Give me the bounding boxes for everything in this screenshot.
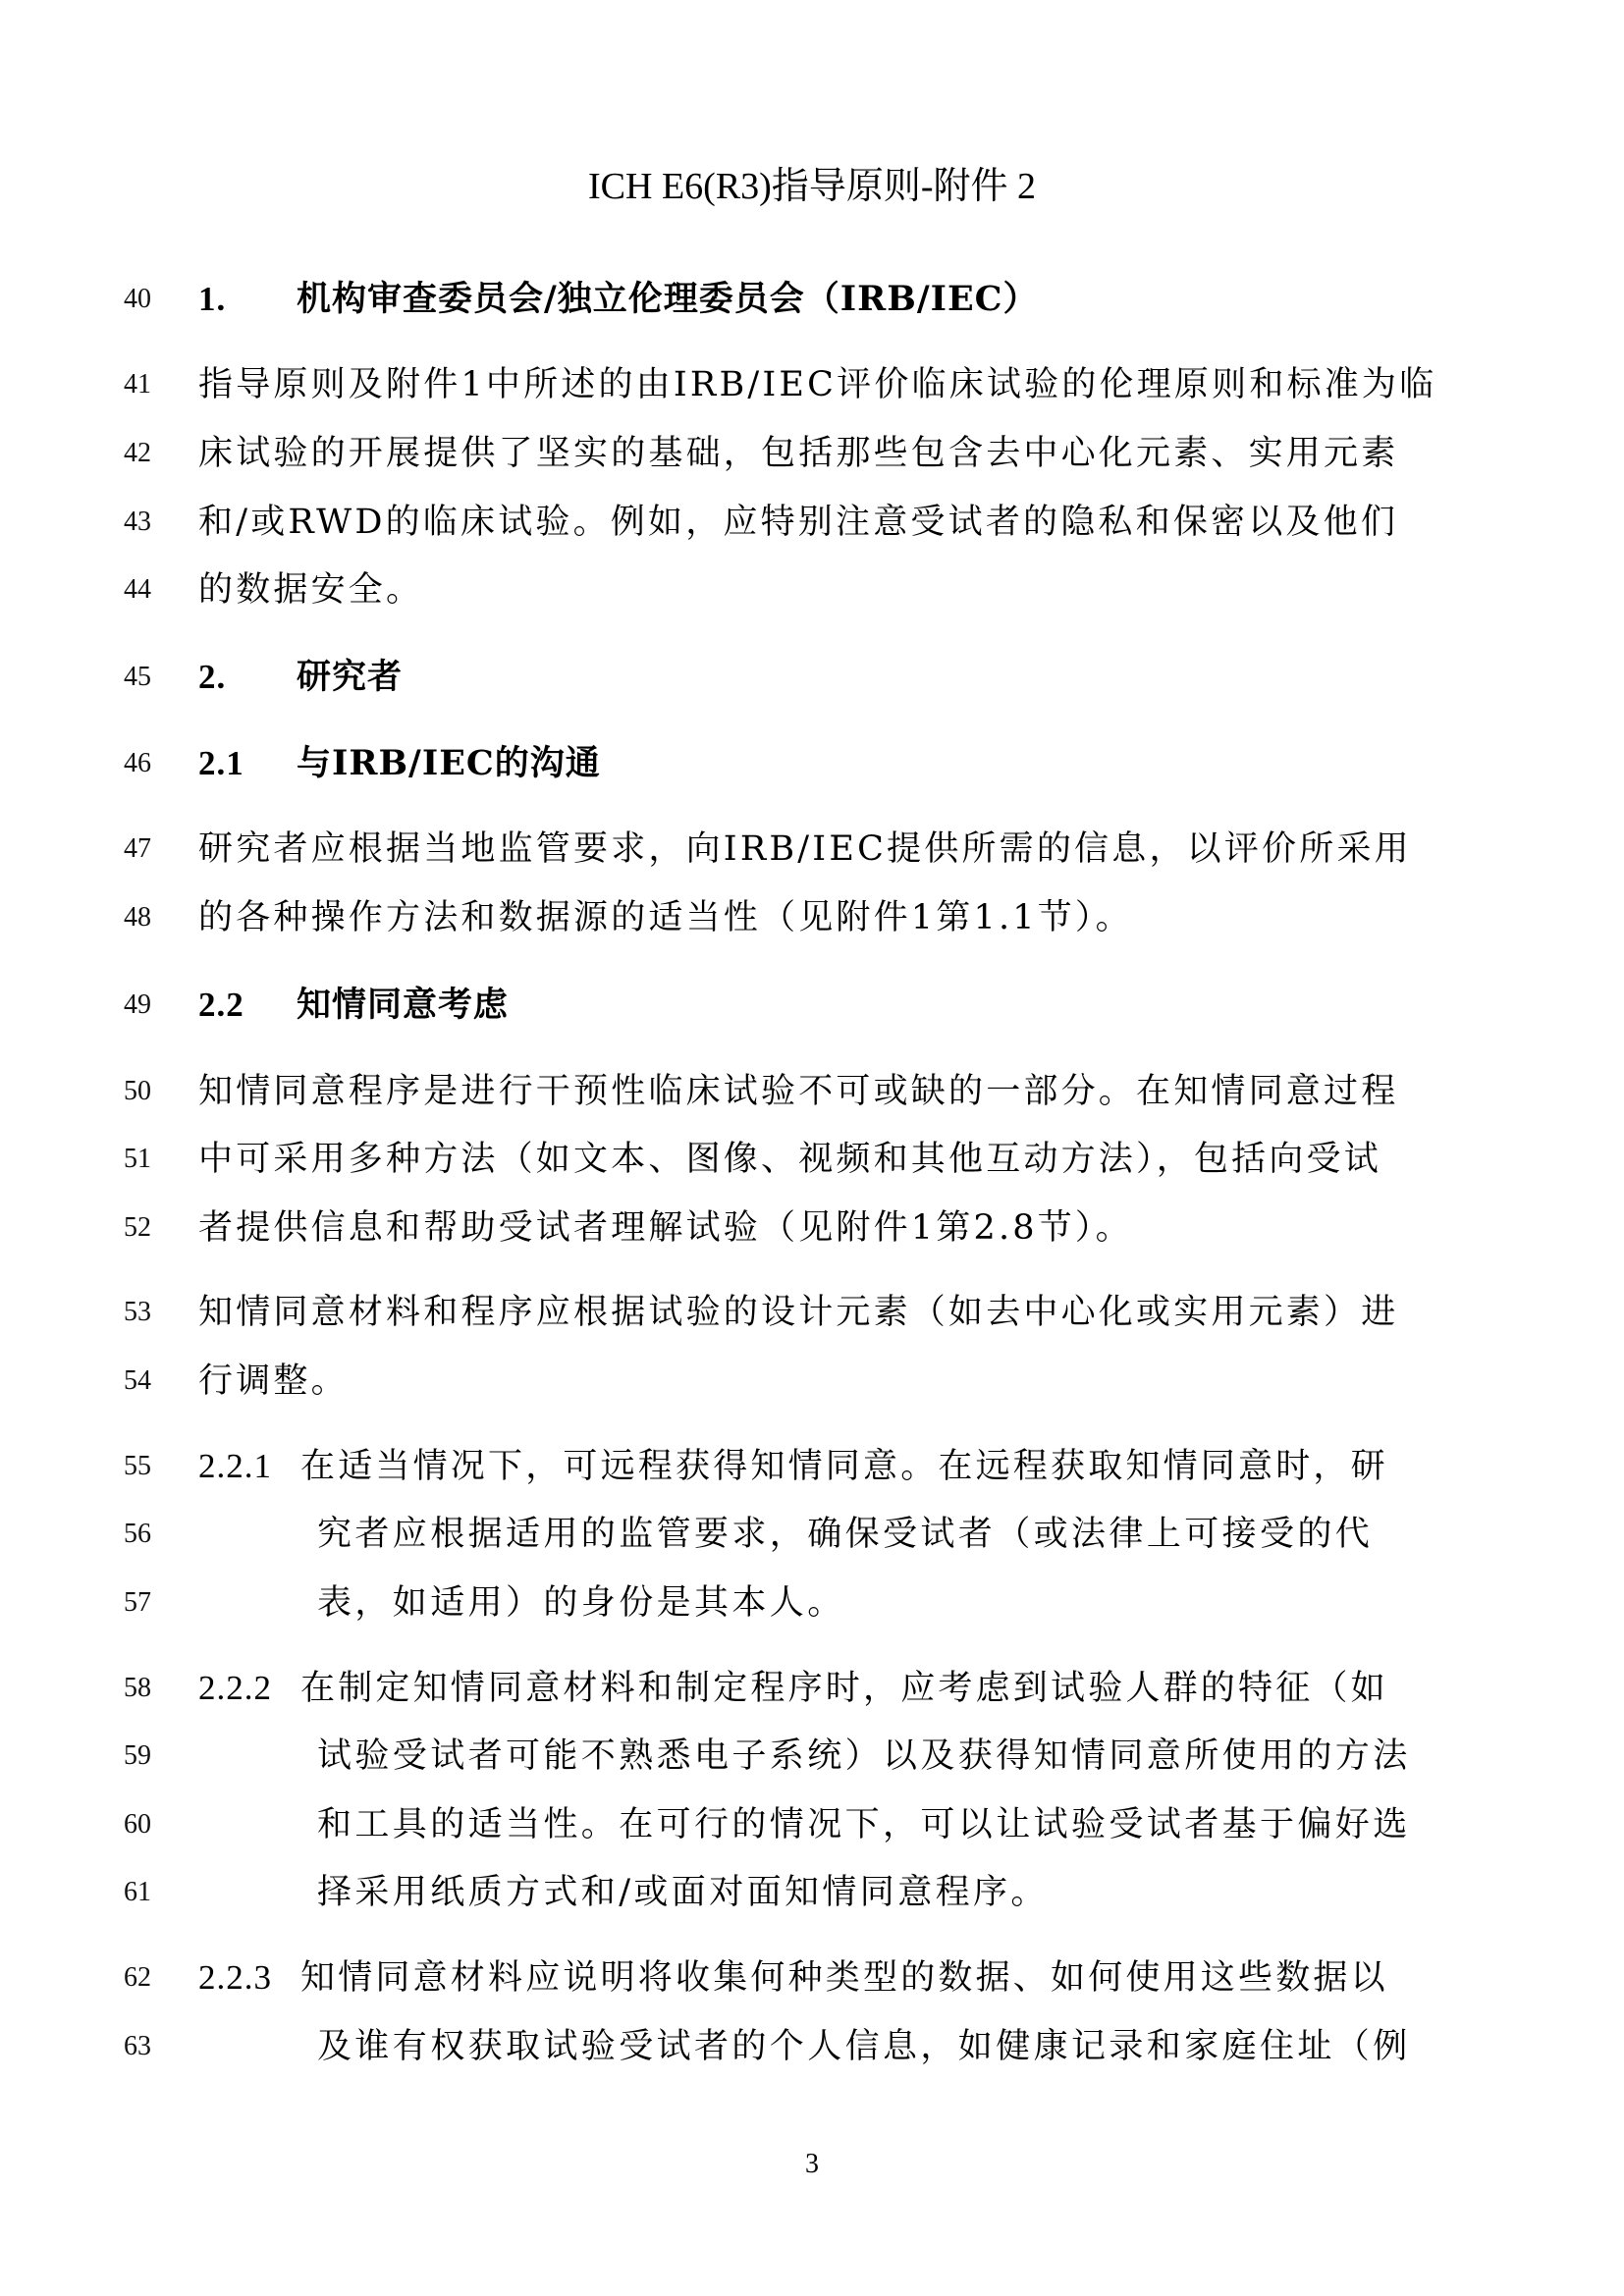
section-number: 2.1 (198, 744, 244, 782)
paragraph-line: 床试验的开展提供了坚实的基础，包括那些包含去中心化元素、实用元素 (198, 434, 1399, 473)
text-line (0, 1065, 1624, 1118)
line-number: 49 (124, 989, 151, 1020)
heading-line (0, 979, 1624, 1032)
line-number: 62 (124, 1962, 151, 1993)
paragraph-line: 究者应根据适用的监管要求，确保受试者（或法律上可接受的代 (317, 1515, 1374, 1554)
paragraph-line: 及谁有权获取试验受试者的个人信息，如健康记录和家庭住址（例 (317, 2027, 1411, 2066)
text-line (0, 2020, 1624, 2073)
text-line (0, 823, 1624, 876)
line-number: 63 (124, 2031, 151, 2061)
text-line (0, 563, 1624, 616)
section-heading (198, 651, 1437, 704)
line-number: 43 (124, 507, 151, 537)
section-number: 1. (198, 280, 227, 318)
subsection-text: 知情同意材料应说明将收集何种类型的数据、如何使用这些数据以 (300, 1958, 1388, 1998)
subsection-line (198, 1662, 1437, 1715)
paragraph-line: 的各种操作方法和数据源的适当性（见附件1第1.1节）。 (198, 898, 1133, 937)
section-heading (198, 737, 1437, 790)
subsection-text: 在适当情况下，可远程获得知情同意。在远程获取知情同意时，研 (300, 1447, 1388, 1486)
line-number: 47 (124, 833, 151, 864)
text-line (0, 358, 1624, 411)
page-title: ICH E6(R3)指导原则-附件 2 (588, 166, 1036, 207)
text-line (0, 1576, 1624, 1629)
page-number: 3 (805, 2149, 819, 2179)
paragraph-line: 知情同意程序是进行干预性临床试验不可或缺的一部分。在知情同意过程 (198, 1072, 1399, 1111)
section-number: 2.2 (198, 986, 244, 1024)
text-line (0, 1286, 1624, 1339)
line-number: 58 (124, 1673, 151, 1703)
text-line (0, 1355, 1624, 1408)
paragraph-line: 表，如适用）的身份是其本人。 (317, 1583, 845, 1623)
paragraph-line: 的数据安全。 (198, 570, 424, 610)
line-number: 48 (124, 902, 151, 933)
line-number: 54 (124, 1365, 151, 1396)
text-line (0, 1440, 1624, 1493)
section-heading (198, 979, 1437, 1032)
paragraph-line: 试验受试者可能不熟悉电子系统）以及获得知情同意所使用的方法 (317, 1736, 1411, 1776)
section-title: 研究者 (297, 657, 404, 697)
text-line (0, 1508, 1624, 1561)
line-number: 44 (124, 574, 151, 605)
text-line (0, 891, 1624, 944)
heading-line (0, 273, 1624, 326)
line-number: 45 (124, 662, 151, 692)
paragraph-line: 者提供信息和帮助受试者理解试验（见附件1第2.8节）。 (198, 1208, 1133, 1248)
line-number: 50 (124, 1076, 151, 1106)
line-number: 60 (124, 1809, 151, 1840)
text-line (0, 1730, 1624, 1783)
section-heading (198, 273, 1437, 326)
paragraph-line: 指导原则及附件1中所述的由IRB/IEC评价临床试验的伦理原则和标准为临 (198, 365, 1437, 404)
line-number: 61 (124, 1877, 151, 1907)
paragraph-line: 知情同意材料和程序应根据试验的设计元素（如去中心化或实用元素）进 (198, 1293, 1399, 1332)
line-number: 42 (124, 438, 151, 468)
line-number: 56 (124, 1519, 151, 1549)
section-number: 2. (198, 658, 227, 696)
text-line (0, 1201, 1624, 1255)
line-number: 59 (124, 1740, 151, 1771)
line-number: 52 (124, 1212, 151, 1243)
paragraph-line: 中可采用多种方法（如文本、图像、视频和其他互动方法），包括向受试 (198, 1140, 1381, 1179)
line-number: 55 (124, 1451, 151, 1481)
line-number: 40 (124, 284, 151, 314)
text-line (0, 1662, 1624, 1715)
section-title: 知情同意考虑 (297, 985, 510, 1025)
paragraph-line: 行调整。 (198, 1362, 349, 1401)
line-number: 53 (124, 1297, 151, 1327)
text-line (0, 1866, 1624, 1919)
line-number: 46 (124, 748, 151, 778)
line-number: 51 (124, 1144, 151, 1174)
text-line (0, 1798, 1624, 1851)
line-number: 41 (124, 369, 151, 400)
subsection-number: 2.2.3 (198, 1958, 272, 1997)
text-line (0, 1951, 1624, 2004)
heading-line (0, 651, 1624, 704)
paragraph-line: 和工具的适当性。在可行的情况下，可以让试验受试者基于偏好选 (317, 1805, 1411, 1844)
section-title: 与IRB/IEC的沟通 (297, 743, 601, 783)
text-line (0, 496, 1624, 549)
subsection-line (198, 1440, 1437, 1493)
line-number: 57 (124, 1587, 151, 1618)
subsection-number: 2.2.1 (198, 1447, 272, 1485)
heading-line (0, 737, 1624, 790)
subsection-line (198, 1951, 1437, 2004)
section-title: 机构审查委员会/独立伦理委员会（IRB/IEC） (297, 279, 1039, 319)
text-line (0, 427, 1624, 480)
subsection-number: 2.2.2 (198, 1669, 272, 1707)
paragraph-line: 研究者应根据当地监管要求，向IRB/IEC提供所需的信息，以评价所采用 (198, 829, 1412, 869)
subsection-text: 在制定知情同意材料和制定程序时，应考虑到试验人群的特征（如 (300, 1669, 1388, 1708)
paragraph-line: 择采用纸质方式和/或面对面知情同意程序。 (317, 1873, 1049, 1912)
paragraph-line: 和/或RWD的临床试验。例如，应特别注意受试者的隐私和保密以及他们 (198, 503, 1399, 542)
text-line (0, 1133, 1624, 1186)
